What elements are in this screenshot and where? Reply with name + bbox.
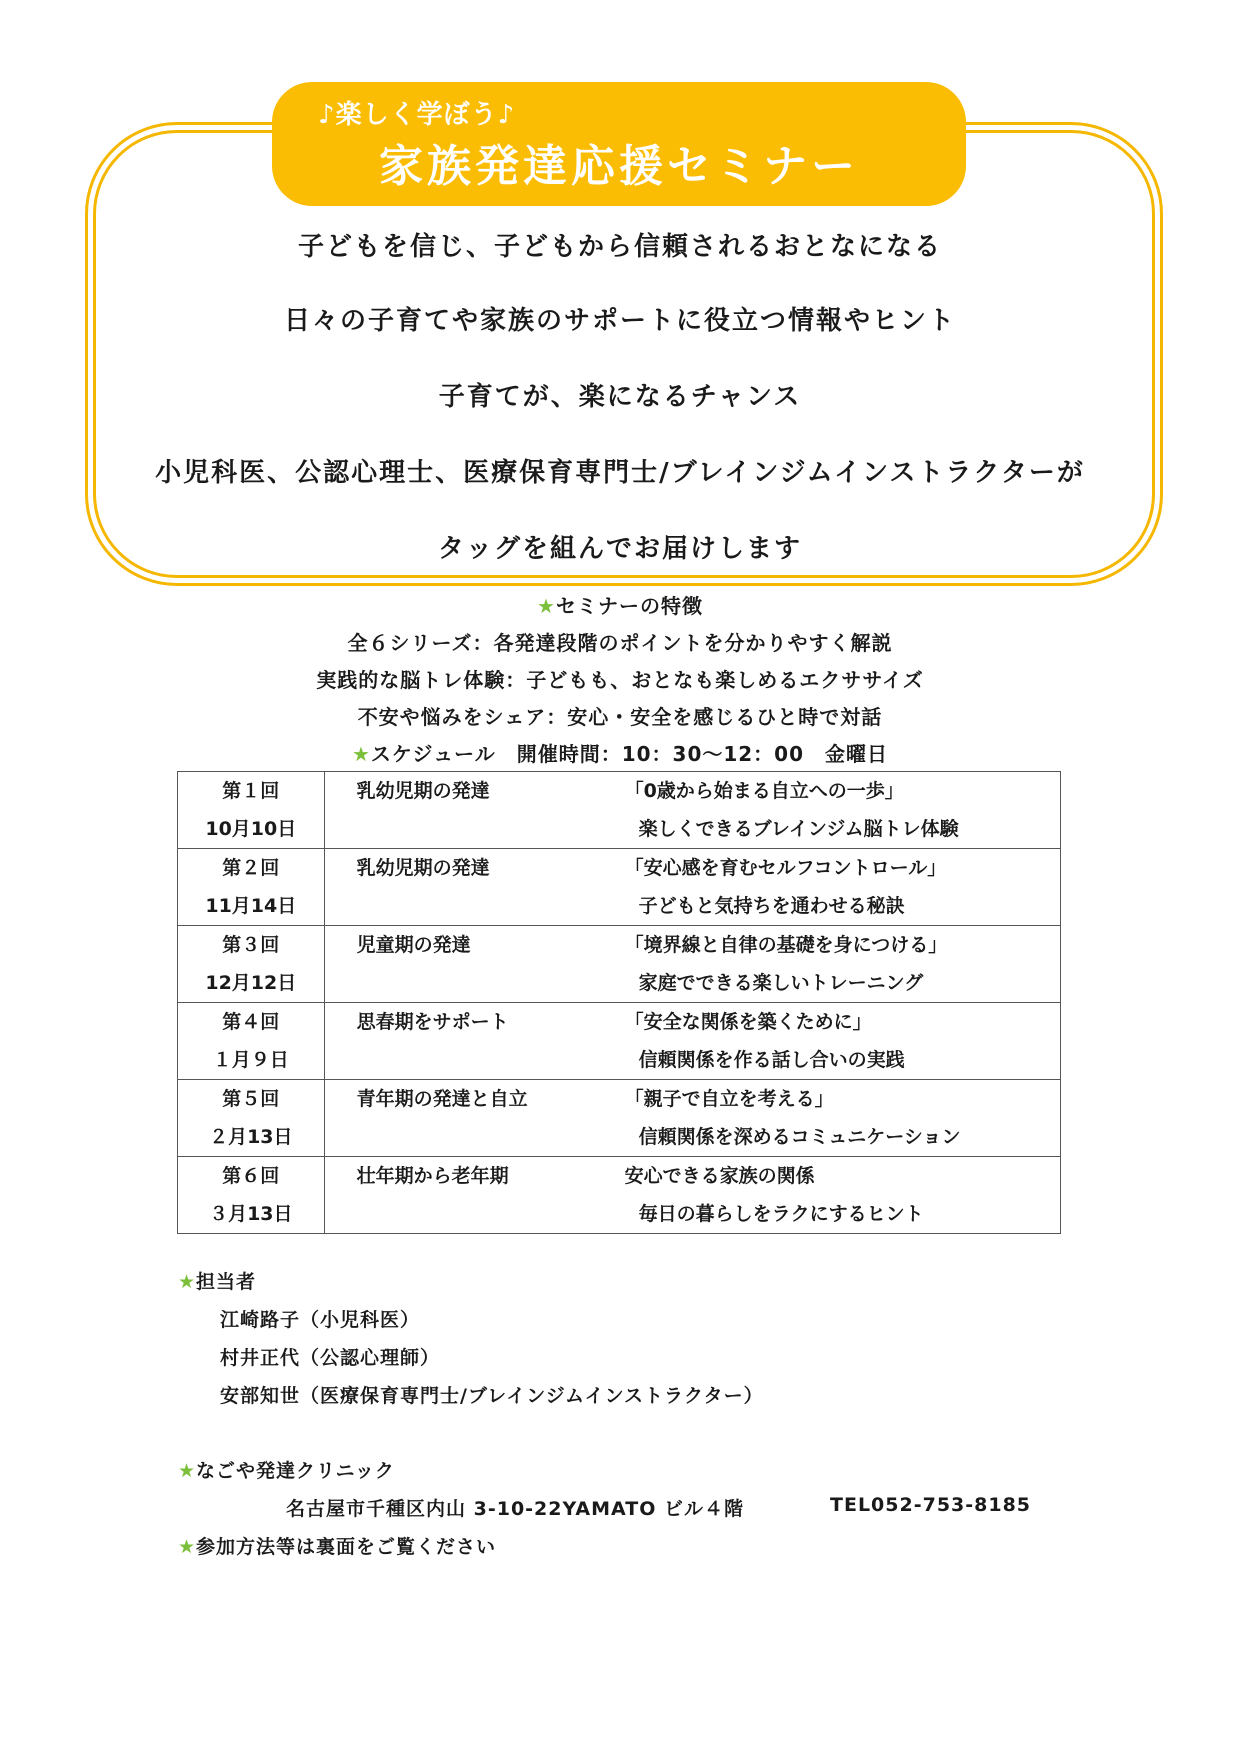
staff-heading: ★担当者 bbox=[178, 1271, 257, 1293]
feature-item-2: 実践的な脳トレ体験：子どもも、おとなも楽しめるエクササイズ bbox=[316, 668, 924, 692]
session-detail: 思春期をサポート 「安全な関係を築くために」 信頼関係を作る話し合いの実践 bbox=[324, 1003, 1060, 1080]
table-row bbox=[178, 1080, 1061, 1157]
session-number-date: 第５回 ２月13日 bbox=[178, 1080, 325, 1157]
schedule-heading: ★スケジュール 開催時間：10：30～12：00 金曜日 bbox=[351, 742, 889, 766]
session-detail: 乳幼児期の発達 「安心感を育むセルフコントロール」 子どもと気持ちを通わせる秘訣 bbox=[324, 849, 1060, 926]
clinic-tel: TEL052-753-8185 bbox=[830, 1494, 1032, 1516]
star-icon: ★ bbox=[537, 594, 556, 618]
table-row bbox=[178, 772, 1061, 849]
tagline-3: 子育てが、楽になるチャンス bbox=[438, 382, 802, 412]
session-number-date: 第２回 11月14日 bbox=[178, 849, 325, 926]
session-number-date: 第６回 ３月13日 bbox=[178, 1157, 325, 1234]
tagline-5: タッグを組んでお届けします bbox=[437, 534, 802, 564]
tagline-4: 小児科医、公認心理士、医療保育専門士/ブレインジムインストラクターが bbox=[155, 458, 1085, 488]
seminar-subtitle: ♪楽しく学ぼう♪ bbox=[318, 100, 516, 130]
session-number-date: 第１回 10月10日 bbox=[178, 772, 325, 849]
feature-item-3: 不安や悩みをシェア：安心・安全を感じるひと時で対話 bbox=[357, 705, 883, 729]
session-detail: 青年期の発達と自立 「親子で自立を考える」 信頼関係を深めるコミュニケーション bbox=[324, 1080, 1060, 1157]
table-row bbox=[178, 849, 1061, 926]
star-icon: ★ bbox=[351, 742, 371, 766]
footer-note: ★参加方法等は裏面をご覧ください bbox=[178, 1536, 497, 1558]
session-detail: 児童期の発達 「境界線と自律の基礎を身につける」 家庭でできる楽しいトレーニング bbox=[324, 926, 1060, 1003]
clinic-address: 名古屋市千種区内山 3-10-22YAMATO ビル４階 bbox=[286, 1498, 744, 1520]
session-number-date: 第４回 １月９日 bbox=[178, 1003, 325, 1080]
table-row bbox=[178, 1003, 1061, 1080]
star-icon: ★ bbox=[178, 1460, 197, 1482]
seminar-title: 家族発達応援セミナー bbox=[379, 141, 859, 192]
staff-member-3: 安部知世（医療保育専門士/ブレインジムインストラクター） bbox=[220, 1385, 764, 1407]
tagline-1: 子どもを信じ、子どもから信頼されるおとなになる bbox=[297, 232, 942, 262]
schedule-table bbox=[177, 771, 1061, 1234]
star-icon: ★ bbox=[178, 1536, 197, 1558]
table-row bbox=[178, 926, 1061, 1003]
staff-member-2: 村井正代（公認心理師） bbox=[220, 1347, 441, 1369]
star-icon: ★ bbox=[178, 1271, 197, 1293]
session-detail: 乳幼児期の発達 「0歳から始まる自立への一歩」 楽しくできるブレインジム脳トレ体験 bbox=[324, 772, 1060, 849]
clinic-heading: ★なごや発達クリニック bbox=[178, 1460, 395, 1482]
session-number-date: 第３回 12月12日 bbox=[178, 926, 325, 1003]
feature-item-1: 全６シリーズ：各発達段階のポイントを分かりやすく解説 bbox=[347, 631, 893, 655]
staff-member-1: 江崎路子（小児科医） bbox=[220, 1309, 421, 1331]
session-detail: 壮年期から老年期 安心できる家族の関係 毎日の暮らしをラクにするヒント bbox=[324, 1157, 1060, 1234]
tagline-2: 日々の子育てや家族のサポートに役立つ情報やヒント bbox=[283, 306, 956, 336]
features-heading: ★セミナーの特徴 bbox=[537, 594, 703, 618]
table-row bbox=[178, 1157, 1061, 1234]
